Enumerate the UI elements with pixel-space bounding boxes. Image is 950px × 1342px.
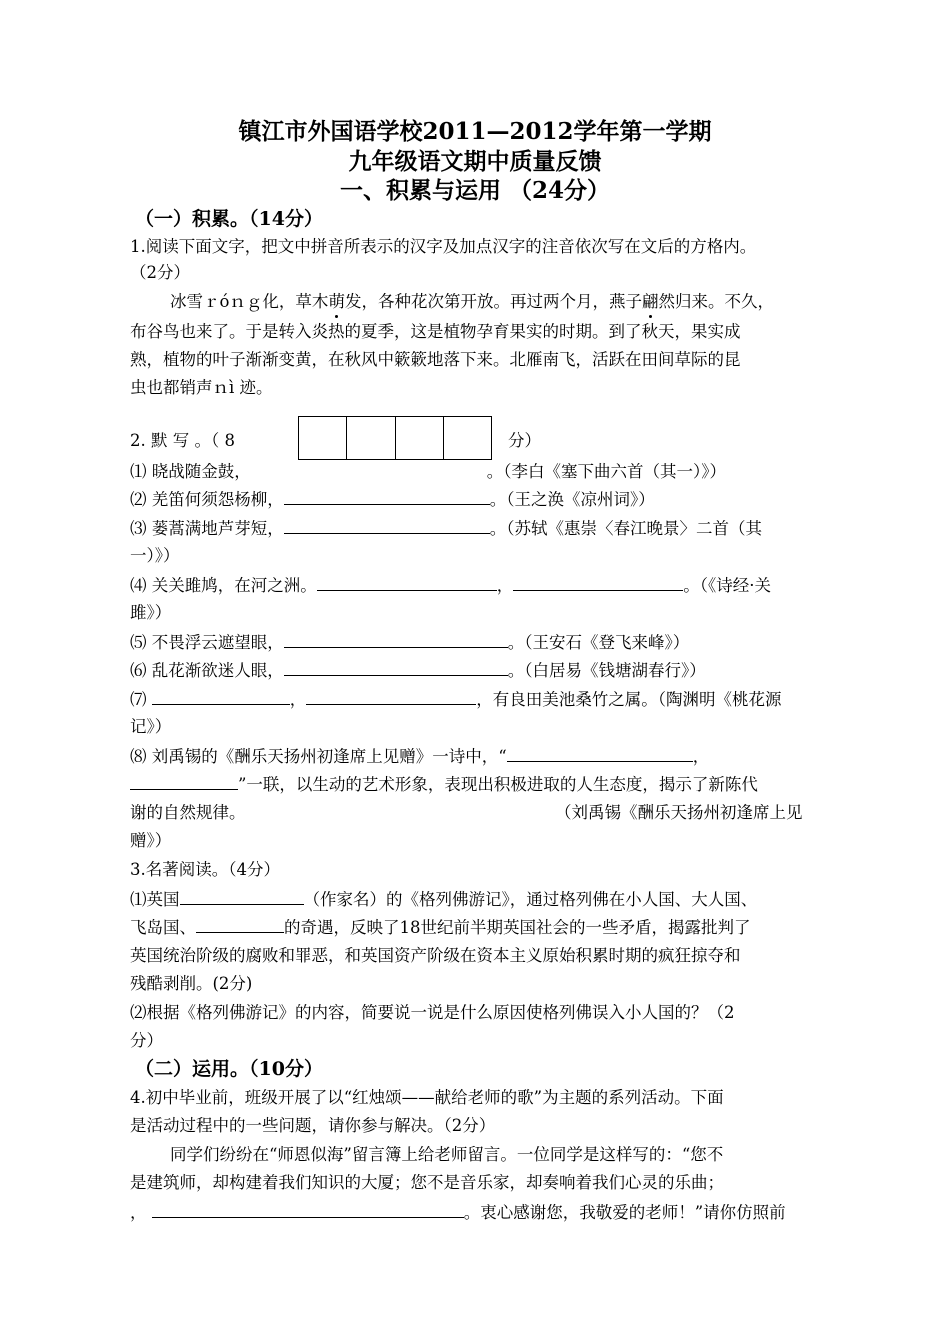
answer-box[interactable]	[299, 417, 347, 459]
q3-sub1-line-4: 残酷剥削。(2分)	[130, 974, 253, 993]
exam-title: 九年级语文期中质量反馈	[348, 148, 602, 175]
item-text: ”一联，以生动的艺术形象，表现出积极进取的人生态度，揭示了新陈代	[238, 775, 758, 794]
item-text: ⑶ 蒌蒿满地芦芽短，	[130, 519, 284, 538]
q2-item-2	[130, 488, 655, 511]
item-source: 。（李白《塞下曲六首（其一）》）	[486, 462, 726, 481]
answer-blank[interactable]	[180, 888, 304, 905]
item-text: （作家名）的《格列佛游记》，通过格列佛在小人国、大人国、	[303, 890, 758, 909]
q2-item-3-cont: 一）》）	[130, 546, 180, 565]
q2-item-8-line-2	[130, 773, 758, 796]
item-source: 。（苏轼《惠崇〈春江晚景〉二首（其	[489, 519, 762, 538]
answer-blank[interactable]	[507, 745, 693, 762]
passage-text: 冰雪ｒóｎｇ化，草木	[170, 292, 329, 311]
answer-blank[interactable]	[284, 659, 508, 676]
answer-blank[interactable]	[513, 574, 683, 591]
answer-blank[interactable]	[284, 631, 508, 648]
item-text: ⑺	[130, 690, 147, 709]
q4-line-2: 是活动过程中的一些问题，请你参与解决。（2分）	[130, 1116, 496, 1135]
item-text: ⑸ 不畏浮云遮望眼，	[130, 633, 284, 652]
answer-box[interactable]	[347, 417, 395, 459]
q3-sub1-line-1	[130, 888, 757, 911]
dotted-char-1: 萌	[328, 292, 345, 311]
q2-item-8	[130, 745, 709, 768]
item-text: ⑵ 羌笛何须怨杨柳，	[130, 490, 284, 509]
q2-lead-end: 分）	[508, 431, 541, 450]
item-source: 。（王安石《登飞来峰》）	[507, 633, 690, 652]
answer-blank[interactable]	[284, 488, 490, 505]
part-title: 一、积累与运用 （24分）	[339, 177, 610, 204]
q3-sub2-line-1: ⑵根据《格列佛游记》的内容，简要说一说是什么原因使格列佛误入小人国的？（2	[130, 1003, 735, 1022]
answer-blank[interactable]	[306, 688, 476, 705]
q1-passage-line-1	[170, 291, 774, 313]
item-source: 。（白居易《钱塘湖春行》）	[507, 661, 706, 680]
answer-blank[interactable]	[196, 916, 284, 933]
item-source: ，有良田美池桑竹之属。（陶渊明《桃花源	[476, 690, 782, 709]
item-source: 。（王之涣《凉州词》）	[489, 490, 655, 509]
q2-item-7-cont: 记》）	[130, 717, 172, 736]
q2-item-1	[130, 461, 726, 483]
item-text: ⑴英国	[130, 890, 180, 909]
item-text: ，	[692, 747, 710, 766]
q1-passage-line-4: 虫也都销声ｎì 迹。	[130, 378, 273, 397]
item-text: 的奇遇，反映了18世纪前半期英国社会的一些矛盾，揭露批判了	[284, 918, 751, 937]
q3-lead: 3.名著阅读。（4分）	[130, 860, 280, 879]
q2-item-4	[130, 574, 771, 597]
q4-line-5	[130, 1201, 786, 1224]
section-accumulation-heading: （一）积累。（14分）	[135, 208, 323, 230]
item-text: ⑷ 关关雎鸠，在河之洲。	[130, 576, 317, 595]
q1-passage-line-3: 熟，植物的叶子渐渐变黄，在秋风中簌簌地落下来。北雁南飞，活跃在田间草际的昆	[130, 350, 741, 369]
q2-item-5	[130, 631, 689, 654]
q3-sub1-line-2	[130, 916, 751, 939]
answer-box[interactable]	[444, 417, 491, 459]
answer-blank[interactable]	[317, 574, 497, 591]
q2-lead: 2. 默 写 。（ 8	[130, 431, 235, 450]
q1-line-2: （2分）	[130, 263, 190, 282]
answer-blank[interactable]	[130, 773, 238, 790]
q2-item-3	[130, 517, 762, 540]
item-text: 飞岛国、	[130, 918, 196, 937]
answer-blank[interactable]	[251, 461, 487, 477]
q2-item-4-cont: 雎》）	[130, 603, 172, 622]
q2-item-8-source: （刘禹锡《酬乐天扬州初逢席上见	[555, 803, 803, 822]
q4-line-3: 同学们纷纷在“师恩似海”留言簿上给老师留言。一位同学是这样写的：“您不	[170, 1145, 724, 1164]
q2-item-8-line-4: 赠》）	[130, 831, 172, 850]
item-text: ，	[289, 690, 307, 709]
q2-item-7	[130, 688, 782, 711]
q4-line-1: 4.初中毕业前，班级开展了以“红烛颂——献给老师的歌”为主题的系列活动。下面	[130, 1088, 724, 1107]
item-text: ，	[496, 576, 514, 595]
q3-sub1-line-3: 英国统治阶级的腐败和罪恶，和英国资产阶级在资本主义原始积累时期的疯狂掠夺和	[130, 946, 741, 965]
q1-line-1: 1.阅读下面文字，把文中拼音所表示的汉字及加点汉字的注音依次写在文后的方格内。	[130, 237, 757, 256]
item-text: ⑴ 晓战随金鼓，	[130, 462, 251, 481]
passage-text: 发，各种花次第开放。再过两个月，燕子	[344, 292, 642, 311]
q3-sub2-line-2: 分）	[130, 1031, 163, 1050]
section-application-heading: （二）运用。（10分）	[135, 1058, 323, 1080]
item-text: ⑹ 乱花渐欲迷人眼，	[130, 661, 284, 680]
item-source: 。（《诗经·关	[683, 576, 771, 595]
answer-blank[interactable]	[284, 517, 490, 534]
q2-item-6	[130, 659, 706, 682]
answer-box[interactable]	[396, 417, 444, 459]
item-text: ，	[130, 1203, 147, 1222]
answer-blank[interactable]	[152, 1201, 464, 1218]
answer-grid[interactable]	[298, 416, 492, 460]
q1-passage-line-2: 布谷鸟也来了。于是转入炎热的夏季，这是植物孕育果实的时期。到了秋天，果实成	[130, 322, 741, 341]
school-title: 镇江市外国语学校2011—2012学年第一学期	[238, 118, 712, 145]
answer-blank[interactable]	[152, 688, 290, 705]
dotted-char-2: 翩	[641, 292, 659, 311]
q2-item-8-line-3: 谢的自然规律。	[130, 803, 246, 822]
item-text: 。衷心感谢您，我敬爱的老师！”请你仿照前	[463, 1203, 786, 1222]
passage-text: 然归来。不久，	[658, 292, 774, 311]
item-text: ⑻ 刘禹锡的《酬乐天扬州初逢席上见赠》一诗中，“	[130, 747, 507, 766]
q4-line-4: 是建筑师，却构建着我们知识的大厦；您不是音乐家，却奏响着我们心灵的乐曲；	[130, 1173, 724, 1192]
